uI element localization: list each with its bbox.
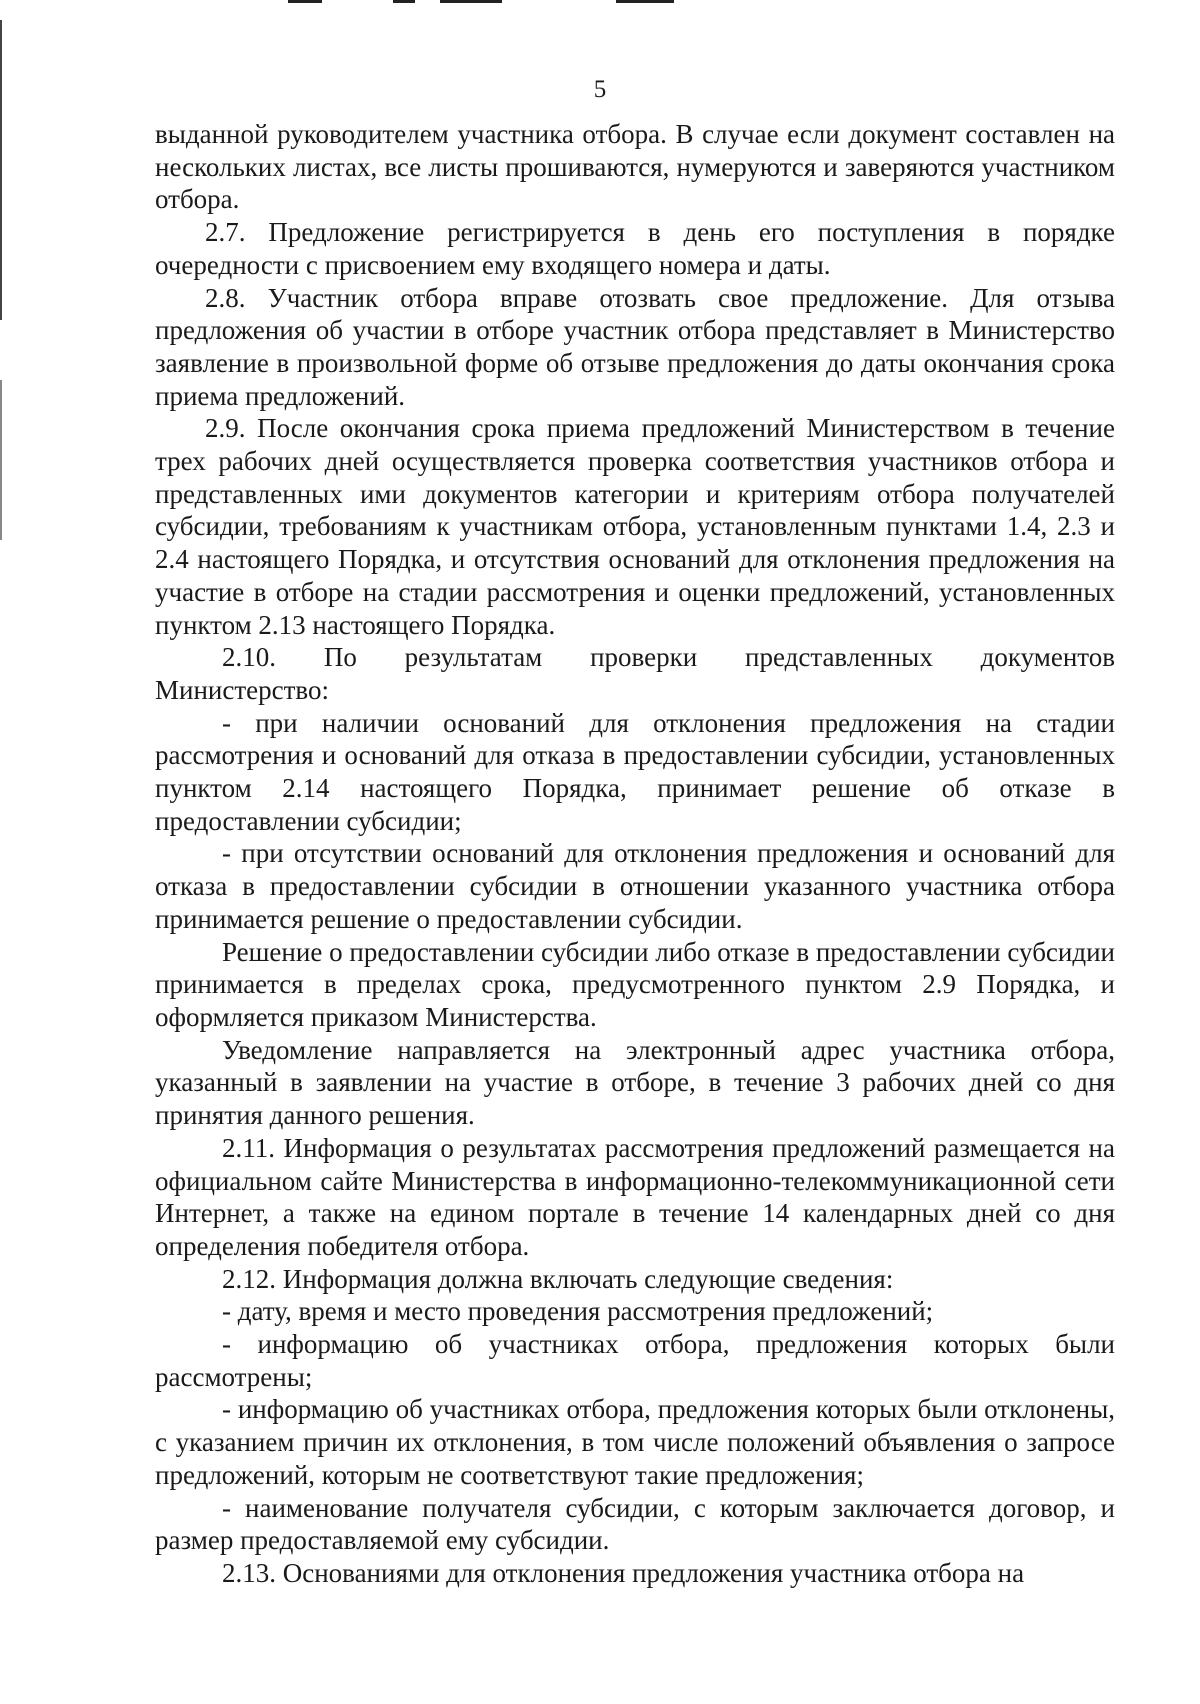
list-item: - информацию об участниках отбора, предложения которых были отклонены, с указанием причин их отклонения, в том числе положений объявления о запросе предложений, которым не соответствуют такие предложения;: [155, 1394, 1115, 1490]
document-body: [155, 118, 1115, 1590]
paragraph: 2.7. Предложение регистрируется в день его поступления в порядке очередности с присвоением ему входящего номера и даты.: [155, 217, 1115, 280]
page-number: 5: [593, 76, 607, 103]
paragraph: 2.12. Информация должна включать следующие сведения:: [222, 1263, 894, 1294]
list-item: - при отсутствии оснований для отклонения предложения и оснований для отказа в предоставлении субсидии в отношении указанного участника отбора принимается решение о предоставлении субсидии.: [155, 838, 1115, 934]
scan-top-marks: [0, 0, 1200, 6]
paragraph: выданной руководителем участника отбора. В случае если документ составлен на нескольких листах, все листы прошиваются, нумеруются и заверяются участником отбора.: [155, 119, 1115, 215]
scan-edge-line: [0, 20, 2, 320]
list-item: - информацию об участниках отбора, предложения которых были рассмотрены;: [155, 1329, 1115, 1392]
paragraph: Решение о предоставлении субсидии либо отказе в предоставлении субсидии принимается в пределах срока, предусмотренного пунктом 2.9 Порядка, и оформляется приказом Министерства.: [155, 936, 1115, 1032]
scan-edge-line: [0, 380, 2, 540]
paragraph: 2.13. Основаниями для отклонения предложения участника отбора на: [222, 1557, 1025, 1588]
list-item: - при наличии оснований для отклонения предложения на стадии рассмотрения и оснований для отказа в предоставлении субсидии, установленных пунктом 2.14 настоящего Порядка, принимает решение об отказе в предоставлении субсидии;: [155, 707, 1115, 836]
paragraph: Уведомление направляется на электронный адрес участника отбора, указанный в заявлении на участие в отборе, в течение 3 рабочих дней со дня принятия данного решения.: [155, 1034, 1115, 1131]
paragraph: 2.8. Участник отбора вправе отозвать свое предложение. Для отзыва предложения об участии в отборе участник отбора представляет в Министерство заявление в произвольной форме об отзыве предложения до даты окончания срока приема предложений.: [155, 282, 1115, 411]
paragraph: 2.9. После окончания срока приема предложений Министерством в течение трех рабочих дней осуществляется проверка соответствия участников отбора и представленных ими документов категории и критериям отбора получателей субсидии, требованиям к участникам отбора, установленным пунктами 1.4, 2.3 и 2.4 настоящего Порядка, и отсутствия оснований для отклонения предложения на участие в отборе на стадии рассмотрения и оценки предложений, установленных пунктом 2.13 настоящего Порядка.: [155, 413, 1115, 640]
paragraph: 2.10. По результатам проверки представленных документов Министерство:: [155, 642, 1115, 705]
paragraph: 2.11. Информация о результатах рассмотрения предложений размещается на официальном сайте Министерства в информационно-телекоммуникационной сети Интернет, а также на едином портале в течение 14 календарных дней со дня определения победителя отбора.: [155, 1132, 1115, 1261]
list-item: - дату, время и место проведения рассмотрения предложений;: [222, 1296, 934, 1327]
list-item: - наименование получателя субсидии, с которым заключается договор, и размер предоставляемой ему субсидии.: [155, 1492, 1115, 1556]
